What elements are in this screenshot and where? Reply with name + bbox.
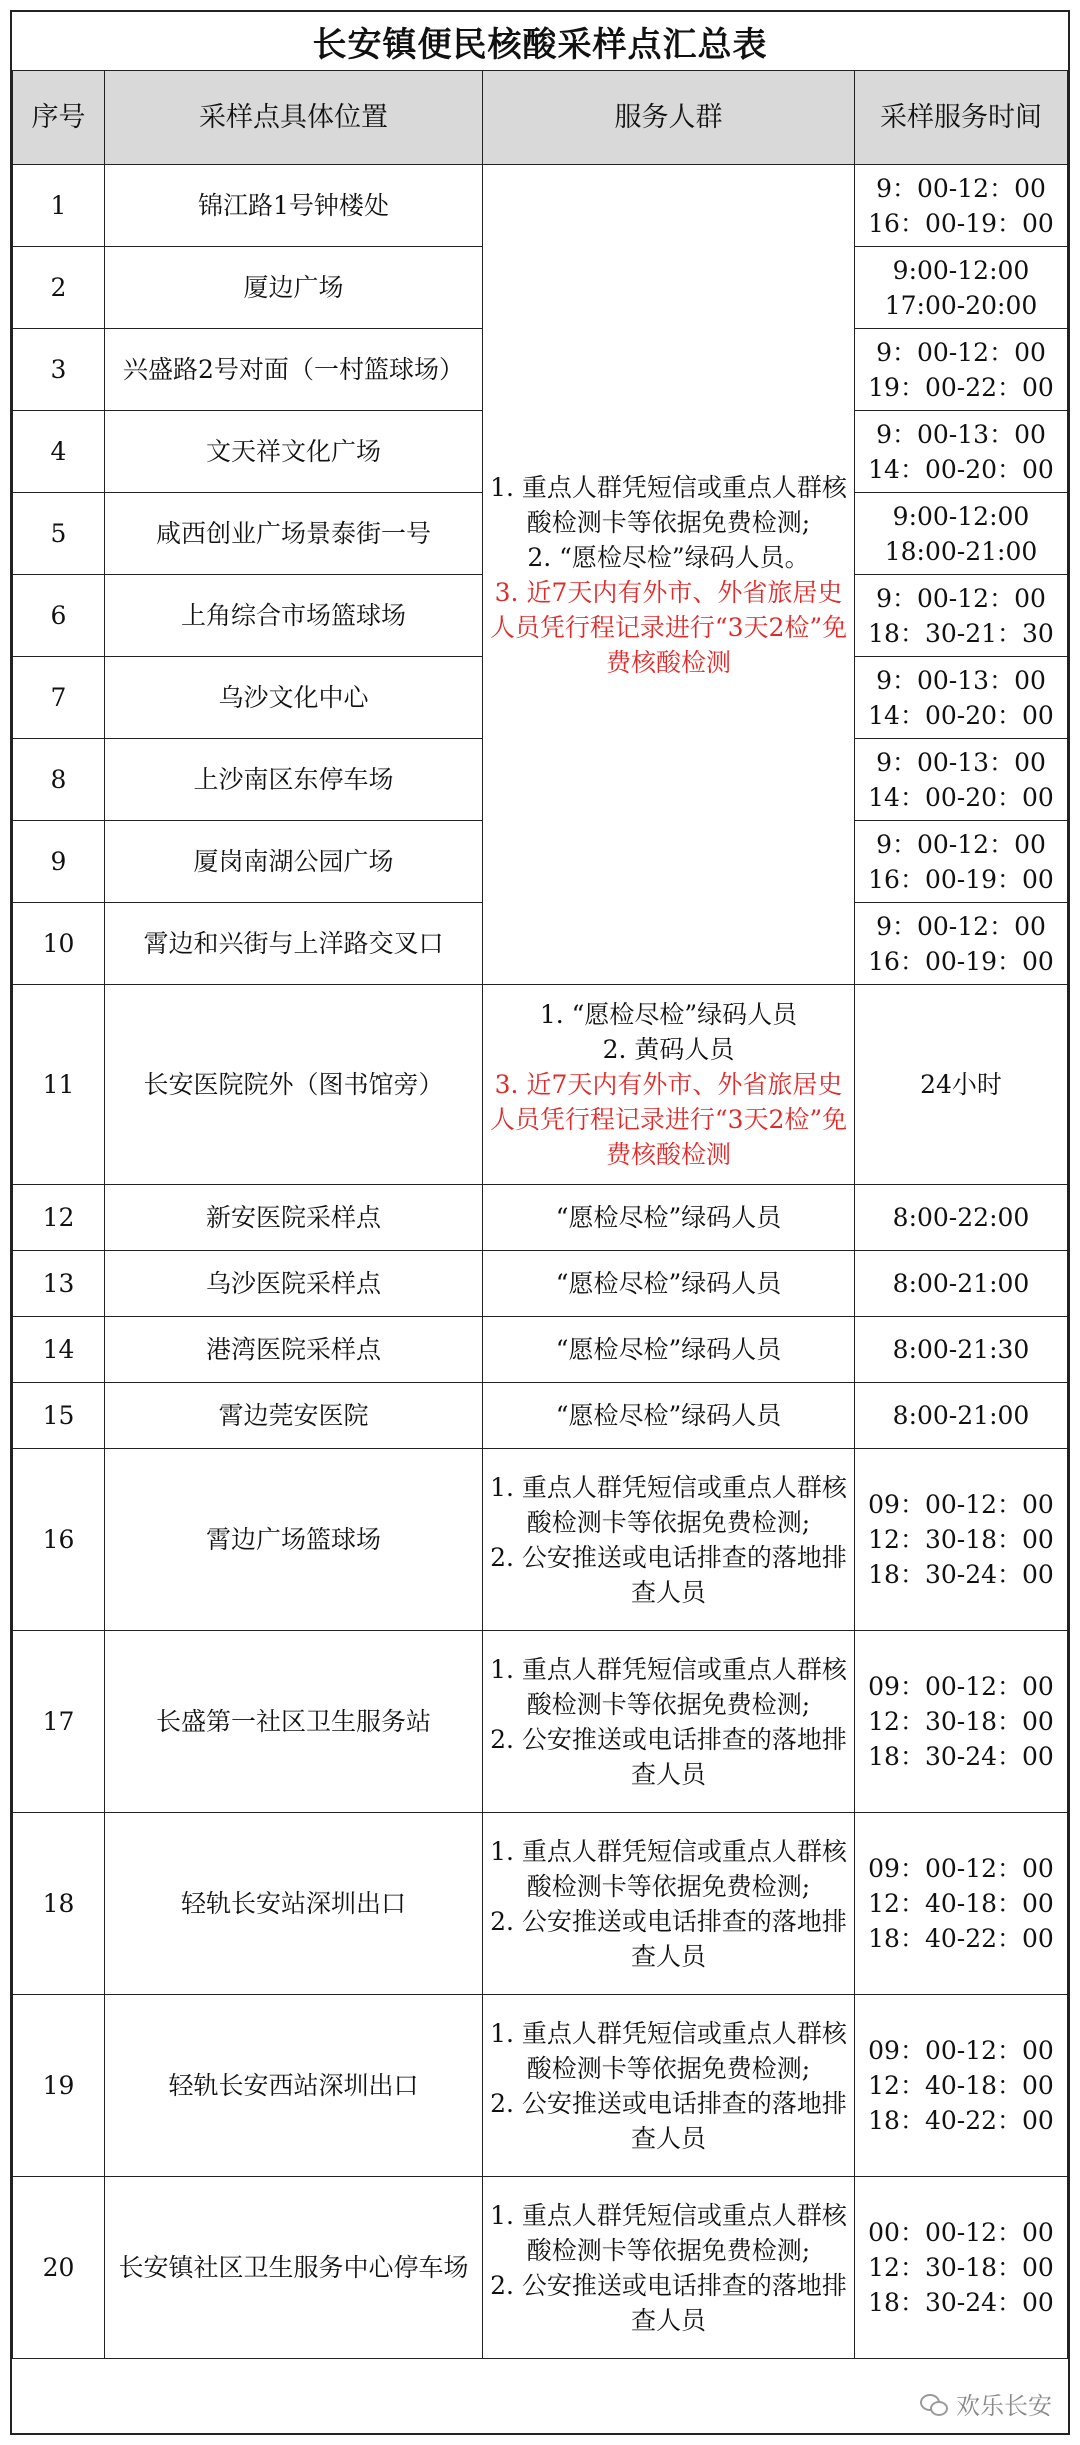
- row-number: 4: [13, 411, 105, 493]
- service-group-line: 2. 公安推送或电话排查的落地排查人员: [490, 1724, 847, 1789]
- row-number: 20: [13, 2177, 105, 2359]
- time-range: 09：00-12：00: [868, 2036, 1054, 2065]
- time-range: 18：40-22：00: [868, 1924, 1054, 1953]
- header-location: 采样点具体位置: [105, 71, 483, 165]
- row-location: 轻轨长安站深圳出口: [105, 1813, 483, 1995]
- row-service-time: [855, 2177, 1068, 2359]
- row-service-group: [483, 1813, 855, 1995]
- service-group-line: 2. 公安推送或电话排查的落地排查人员: [490, 1906, 847, 1971]
- row-location: 霄边和兴街与上洋路交叉口: [105, 903, 483, 985]
- row-number: 13: [13, 1251, 105, 1317]
- row-number: 1: [13, 165, 105, 247]
- document-frame: [10, 10, 1070, 2435]
- row-service-time: [855, 1185, 1068, 1251]
- table-title: 长安镇便民核酸采样点汇总表: [312, 24, 768, 65]
- header-row: [13, 71, 1068, 165]
- row-service-time: [855, 1449, 1068, 1631]
- time-range: 9：00-13：00: [876, 747, 1046, 777]
- row-service-time: [855, 411, 1068, 493]
- row-number: 12: [13, 1185, 105, 1251]
- row-location: 长盛第一社区卫生服务站: [105, 1631, 483, 1813]
- row-number: 11: [13, 985, 105, 1185]
- time-range: 09：00-12：00: [868, 1490, 1054, 1519]
- row-service-time: [855, 1317, 1068, 1383]
- time-range: 12：40-18：00: [868, 2071, 1054, 2100]
- row-location: 厦岗南湖公园广场: [105, 821, 483, 903]
- table-row: [13, 2177, 1068, 2359]
- table-row: [13, 1317, 1068, 1383]
- row-location: 长安镇社区卫生服务中心停车场: [105, 2177, 483, 2359]
- table-row: [13, 165, 1068, 247]
- row-number: 16: [13, 1449, 105, 1631]
- service-group-line: 1. 重点人群凭短信或重点人群核酸检测卡等依据免费检测;: [490, 1836, 847, 1901]
- time-range: 18：30-24：00: [868, 1742, 1054, 1771]
- time-range: 18：30-21：30: [868, 618, 1054, 648]
- time-range: 9:00-12:00: [892, 255, 1030, 285]
- table-row: [13, 1449, 1068, 1631]
- time-range: 18：30-24：00: [868, 1560, 1054, 1589]
- time-range: 16：00-19：00: [868, 208, 1054, 238]
- service-group-line: 2. “愿检尽检”绿码人员。: [527, 542, 810, 572]
- time-range: 24小时: [920, 1070, 1002, 1099]
- time-range: 9：00-12：00: [876, 337, 1046, 367]
- row-service-time: [855, 329, 1068, 411]
- time-range: 12：30-18：00: [868, 1525, 1054, 1554]
- row-service-group: “愿检尽检”绿码人员: [483, 1185, 855, 1251]
- service-group-line: 1. “愿检尽检”绿码人员: [539, 1000, 798, 1029]
- table-row: [13, 1813, 1068, 1995]
- row-service-group: [483, 1449, 855, 1631]
- wechat-icon: [920, 2392, 950, 2416]
- row-number: 14: [13, 1317, 105, 1383]
- table-row: [13, 1185, 1068, 1251]
- row-service-group: [483, 985, 855, 1185]
- row-number: 2: [13, 247, 105, 329]
- row-service-time: [855, 821, 1068, 903]
- row-location: 厦边广场: [105, 247, 483, 329]
- time-range: 14：00-20：00: [868, 700, 1054, 730]
- row-service-time: [855, 1995, 1068, 2177]
- time-range: 18:00-21:00: [884, 536, 1038, 566]
- row-location: 上角综合市场篮球场: [105, 575, 483, 657]
- row-location: 霄边莞安医院: [105, 1383, 483, 1449]
- row-service-group: [483, 1631, 855, 1813]
- table-row: [13, 1251, 1068, 1317]
- table-body: [13, 165, 1068, 2359]
- row-number: 9: [13, 821, 105, 903]
- row-location: 乌沙医院采样点: [105, 1251, 483, 1317]
- service-group-line: 1. 重点人群凭短信或重点人群核酸检测卡等依据免费检测;: [490, 1654, 847, 1719]
- time-range: 16：00-19：00: [868, 946, 1054, 976]
- row-number: 10: [13, 903, 105, 985]
- table-row: [13, 1631, 1068, 1813]
- header-time: 采样服务时间: [855, 71, 1068, 165]
- table-row: [13, 1995, 1068, 2177]
- time-range: 9：00-13：00: [876, 665, 1046, 695]
- row-number: 5: [13, 493, 105, 575]
- watermark-text: 欢乐长安: [956, 2392, 1052, 2420]
- row-service-time: [855, 1251, 1068, 1317]
- row-service-time: [855, 493, 1068, 575]
- time-range: 00：00-12：00: [868, 2218, 1054, 2247]
- time-range: 12：30-18：00: [868, 1707, 1054, 1736]
- row-number: 17: [13, 1631, 105, 1813]
- row-service-time: [855, 657, 1068, 739]
- row-service-time: [855, 247, 1068, 329]
- watermark: [914, 2384, 1058, 2423]
- row-service-time: [855, 739, 1068, 821]
- row-service-time: [855, 165, 1068, 247]
- row-location: 兴盛路2号对面（一村篮球场）: [105, 329, 483, 411]
- row-service-group: “愿检尽检”绿码人员: [483, 1251, 855, 1317]
- row-service-group: [483, 1995, 855, 2177]
- row-service-group: [483, 165, 855, 985]
- header-no: 序号: [13, 71, 105, 165]
- service-group-line: 3. 近7天内有外市、外省旅居史人员凭行程记录进行“3天2检”免费核酸检测: [489, 577, 848, 677]
- time-range: 19：00-22：00: [868, 372, 1054, 402]
- row-service-time: [855, 1383, 1068, 1449]
- service-group-line: 1. 重点人群凭短信或重点人群核酸检测卡等依据免费检测;: [490, 472, 847, 537]
- row-location: 文天祥文化广场: [105, 411, 483, 493]
- row-service-time: [855, 575, 1068, 657]
- row-number: 6: [13, 575, 105, 657]
- row-service-time: [855, 1813, 1068, 1995]
- time-range: 09：00-12：00: [868, 1672, 1054, 1701]
- table-row: [13, 1383, 1068, 1449]
- row-number: 18: [13, 1813, 105, 1995]
- time-range: 14：00-20：00: [868, 454, 1054, 484]
- row-location: 长安医院院外（图书馆旁）: [105, 985, 483, 1185]
- time-range: 16：00-19：00: [868, 864, 1054, 894]
- row-location: 轻轨长安西站深圳出口: [105, 1995, 483, 2177]
- time-range: 8:00-21:00: [892, 1401, 1030, 1430]
- service-group-line: 2. 黄码人员: [602, 1035, 735, 1064]
- time-range: 9：00-12：00: [876, 829, 1046, 859]
- row-location: 乌沙文化中心: [105, 657, 483, 739]
- time-range: 09：00-12：00: [868, 1854, 1054, 1883]
- time-range: 8:00-21:30: [892, 1335, 1030, 1364]
- service-group-line: 3. 近7天内有外市、外省旅居史人员凭行程记录进行“3天2检”免费核酸检测: [489, 1070, 848, 1169]
- time-range: 9：00-12：00: [876, 911, 1046, 941]
- time-range: 12：30-18：00: [868, 2253, 1054, 2282]
- row-service-group: “愿检尽检”绿码人员: [483, 1317, 855, 1383]
- table-row: [13, 985, 1068, 1185]
- row-service-group: [483, 2177, 855, 2359]
- row-service-group: “愿检尽检”绿码人员: [483, 1383, 855, 1449]
- row-number: 8: [13, 739, 105, 821]
- row-location: 锦江路1号钟楼处: [105, 165, 483, 247]
- sampling-sites-table: [12, 70, 1068, 2359]
- row-service-time: [855, 985, 1068, 1185]
- time-range: 9：00-12：00: [876, 583, 1046, 613]
- time-range: 18：40-22：00: [868, 2106, 1054, 2135]
- time-range: 8:00-22:00: [892, 1203, 1030, 1232]
- time-range: 12：40-18：00: [868, 1889, 1054, 1918]
- row-service-time: [855, 903, 1068, 985]
- row-location: 上沙南区东停车场: [105, 739, 483, 821]
- time-range: 9：00-12：00: [876, 173, 1046, 203]
- service-group-line: 1. 重点人群凭短信或重点人群核酸检测卡等依据免费检测;: [490, 2200, 847, 2265]
- time-range: 18：30-24：00: [868, 2288, 1054, 2317]
- row-number: 7: [13, 657, 105, 739]
- time-range: 17:00-20:00: [884, 290, 1038, 320]
- time-range: 9：00-13：00: [876, 419, 1046, 449]
- row-number: 15: [13, 1383, 105, 1449]
- row-number: 19: [13, 1995, 105, 2177]
- row-service-time: [855, 1631, 1068, 1813]
- service-group-line: 1. 重点人群凭短信或重点人群核酸检测卡等依据免费检测;: [490, 1472, 847, 1537]
- service-group-line: 2. 公安推送或电话排查的落地排查人员: [490, 1542, 847, 1607]
- row-location: 港湾医院采样点: [105, 1317, 483, 1383]
- row-location: 咸西创业广场景泰街一号: [105, 493, 483, 575]
- row-location: 新安医院采样点: [105, 1185, 483, 1251]
- service-group-line: 2. 公安推送或电话排查的落地排查人员: [490, 2088, 847, 2153]
- service-group-line: 2. 公安推送或电话排查的落地排查人员: [490, 2270, 847, 2335]
- time-range: 8:00-21:00: [892, 1269, 1030, 1298]
- service-group-line: 1. 重点人群凭短信或重点人群核酸检测卡等依据免费检测;: [490, 2018, 847, 2083]
- time-range: 9:00-12:00: [892, 501, 1030, 531]
- row-number: 3: [13, 329, 105, 411]
- time-range: 14：00-20：00: [868, 782, 1054, 812]
- row-location: 霄边广场篮球场: [105, 1449, 483, 1631]
- header-group: 服务人群: [483, 71, 855, 165]
